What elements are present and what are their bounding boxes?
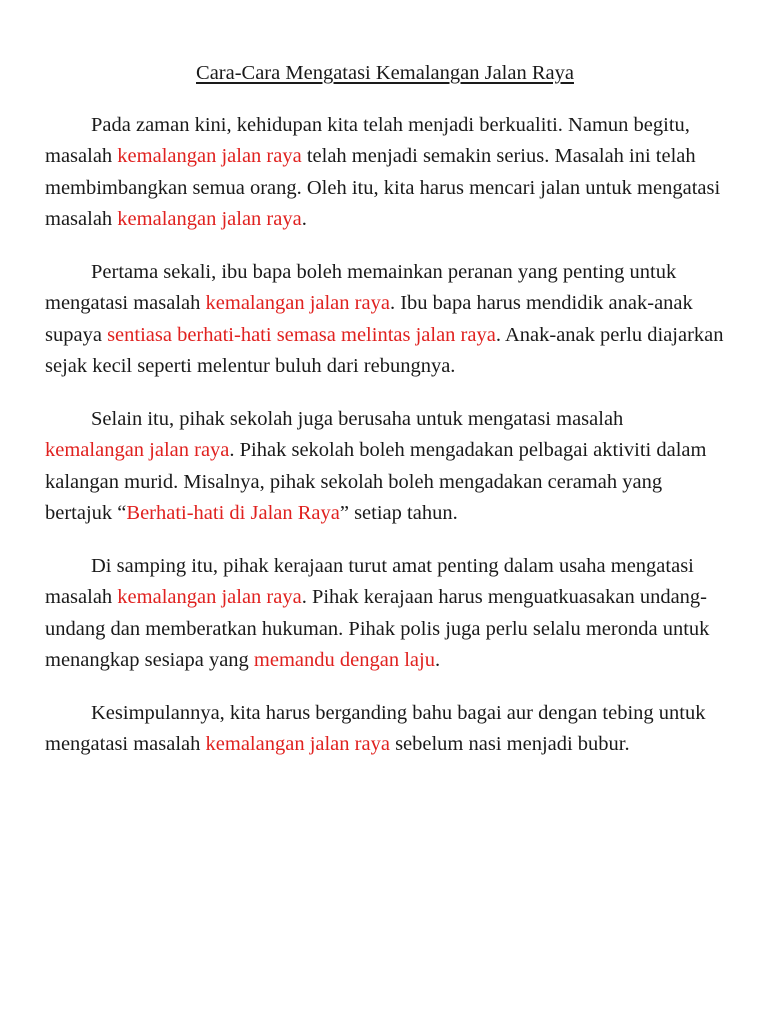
essay-body: [45, 58, 725, 782]
paragraph-1: [45, 110, 725, 236]
paragraph-5: [45, 698, 725, 761]
paragraph-text: . Pihak kerajaan harus menguatkuasakan undang-undang dan memberatkan hukuman. Pihak polis juga perlu selalu meronda untuk menangkap sesiapa yang: [45, 586, 710, 671]
highlighted-phrase: kemalangan jalan raya: [205, 292, 390, 314]
paragraph-text: .: [301, 208, 307, 230]
highlighted-phrase: memandu dengan laju: [253, 649, 435, 671]
essay-title: Cara-Cara Mengatasi Kemalangan Jalan Raya: [196, 62, 574, 84]
highlighted-phrase: sentiasa berhati-hati semasa melintas jalan raya: [107, 323, 496, 346]
paragraph-text: . Anak-anak perlu diajarkan sejak kecil seperti melentur buluh dari rebungnya.: [45, 323, 724, 377]
paragraph-text: Di samping itu, pihak kerajaan turut amat penting dalam usaha mengatasi masalah: [45, 554, 694, 608]
paragraph-4: [45, 551, 725, 677]
highlighted-phrase: kemalangan jalan raya: [117, 586, 302, 608]
highlighted-phrase: kemalangan jalan raya: [117, 208, 302, 230]
paragraph-text: . Ibu bapa harus mendidik anak-anak supaya: [45, 292, 693, 346]
paragraph-text: Selain itu, pihak sekolah juga berusaha untuk mengatasi masalah: [91, 407, 624, 430]
paragraph-text: Pada zaman kini, kehidupan kita telah menjadi berkualiti. Namun begitu, masalah: [45, 113, 690, 167]
highlighted-phrase: kemalangan jalan raya: [45, 439, 230, 461]
paragraph-text: .: [434, 649, 441, 671]
paragraph-3: [45, 404, 725, 530]
highlighted-phrase: kemalangan jalan raya: [205, 733, 390, 755]
essay-paragraphs: [45, 110, 725, 761]
paragraph-text: ” setiap tahun.: [339, 502, 458, 524]
paragraph-text: Pertama sekali, ibu bapa boleh memainkan peranan yang penting untuk mengatasi masalah: [45, 260, 677, 314]
highlighted-phrase: kemalangan jalan raya: [117, 145, 302, 167]
paragraph-2: [45, 257, 725, 383]
paragraph-text: . Pihak sekolah boleh mengadakan pelbagai aktiviti dalam kalangan murid. Misalnya, pihak sekolah boleh mengadakan ceramah yang bertajuk “: [45, 439, 707, 524]
paragraph-text: telah menjadi semakin serius. Masalah ini telah membimbangkan semua orang. Oleh itu, kita harus mencari jalan untuk mengatasi masalah: [45, 145, 721, 230]
paragraph-text: sebelum nasi menjadi bubur.: [389, 733, 630, 755]
highlighted-phrase: Berhati-hati di Jalan Raya: [126, 502, 340, 524]
paragraph-text: Kesimpulannya, kita harus berganding bahu bagai aur dengan tebing untuk mengatasi masalah: [45, 701, 706, 755]
